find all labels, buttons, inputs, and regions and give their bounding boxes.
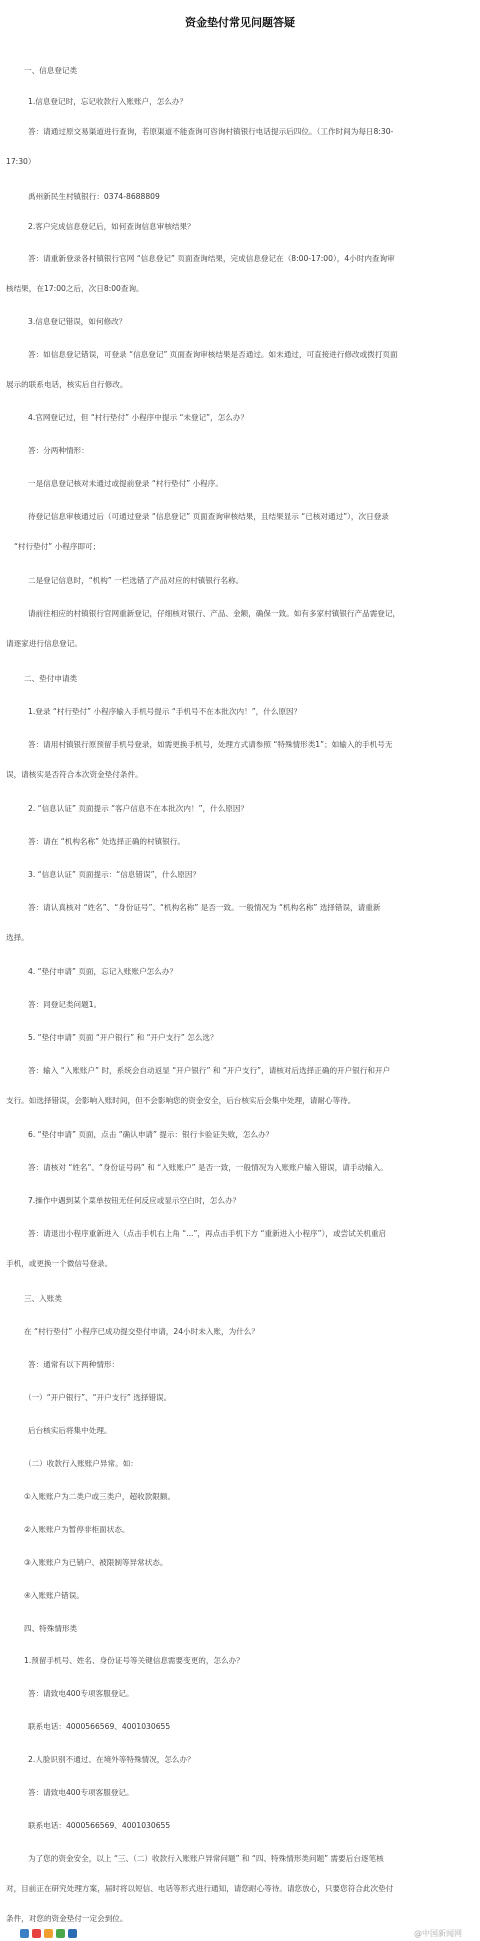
text-line: 条件，对您的资金垫付一定会到位。 xyxy=(6,1914,128,1923)
text-line: ③入账账户为已销户、被限制等异常状态。 xyxy=(24,1558,168,1567)
text-line: 三、入账类 xyxy=(24,1294,62,1303)
share-icon[interactable] xyxy=(44,1929,53,1938)
text-line: 支行。如选择错误，会影响入账时间，但不会影响您的资金安全，后台核实后会集中处理，请耐心等待。 xyxy=(6,1096,356,1105)
text-line: 3.信息登记错误，如何修改？ xyxy=(28,317,127,326)
text-line: （二）收款行入账账户异常。如： xyxy=(24,1459,138,1468)
text-line: 在 “村行垫付” 小程序已成功提交垫付申请，24小时未入账，为什么？ xyxy=(24,1327,259,1336)
text-line: 答：请退出小程序重新进入（点击手机右上角 “...”，再点击手机下方 “重新进入小程序”），或尝试关机重启 xyxy=(28,1229,387,1238)
text-line: 1.预留手机号、姓名、身份证号等关键信息需要变更的，怎么办？ xyxy=(24,1656,244,1665)
share-icon[interactable] xyxy=(20,1929,29,1938)
text-line: 2.客户完成信息登记后，如何查询信息审核结果？ xyxy=(28,222,195,231)
text-line: 选择。 xyxy=(6,933,29,942)
text-line: 误，请核实是否符合本次资金垫付条件。 xyxy=(6,770,143,779)
text-line: 1.登录 “村行垫付” 小程序输入手机号提示 “手机号不在本批次内！”，什么原因？ xyxy=(28,707,302,716)
document-title: 资金垫付常见问题答疑 xyxy=(185,16,295,29)
text-line: （一）“开户银行”、“开户支行” 选择错误。 xyxy=(24,1393,172,1402)
share-icon[interactable] xyxy=(56,1929,65,1938)
text-line: 四、特殊情形类 xyxy=(24,1624,78,1633)
text-line: ①入账账户为二类户或三类户，超收款限额。 xyxy=(24,1492,176,1501)
text-line: 1.信息登记时，忘记收款行入账账户，怎么办？ xyxy=(28,97,188,106)
text-line: 2.人脸识别不通过、在境外等特殊情况，怎么办？ xyxy=(28,1755,195,1764)
watermark: @中国新闻网 xyxy=(414,1929,462,1938)
text-line: 7.操作中遇到某个菜单按钮无任何反应或显示空白时，怎么办？ xyxy=(28,1196,241,1205)
share-icon[interactable] xyxy=(32,1929,41,1938)
text-line: 3. “信息认证” 页面提示：“信息错误”，什么原因？ xyxy=(28,870,201,879)
text-line: 6. “垫付申请” 页面，点击 “确认申请” 提示：银行卡验证失败，怎么办？ xyxy=(28,1130,274,1139)
text-line: 联系电话：4000566569、4001030655 xyxy=(28,1722,171,1731)
text-line: 4.官网登记过，但 “村行垫付” 小程序中提示 “未登记”，怎么办？ xyxy=(28,413,249,422)
text-line: 请逐家进行信息登记。 xyxy=(6,639,82,648)
text-line: 答：请在 “机构名称” 处选择正确的村镇银行。 xyxy=(28,837,185,846)
text-line: 待登记信息审核通过后（可通过登录 “信息登记” 页面查询审核结果，且结果显示 “已核对通过”），次日登录 xyxy=(28,512,389,521)
text-line: 答：分两种情形： xyxy=(28,446,89,455)
text-line: 答：请用村镇银行原预留手机号登录，如需更换手机号，处理方式请参照 “特殊情形类1”；如输入的手机号无 xyxy=(28,740,393,749)
text-line: 禹州新民生村镇银行：0374-8688809 xyxy=(28,192,160,201)
text-line: ②入账账户为暂停非柜面状态。 xyxy=(24,1525,130,1534)
text-line: “村行垫付” 小程序即可； xyxy=(14,542,101,551)
text-line: 答：同登记类问题1。 xyxy=(28,1000,102,1009)
text-line: 2. “信息认证” 页面提示 “客户信息不在本批次内！”，什么原因？ xyxy=(28,804,249,813)
text-line: 答：输入 “入账账户” 时，系统会自动返显 “开户银行” 和 “开户支行”，请核对后选择正确的开户银行和开户 xyxy=(28,1066,391,1075)
text-line: 答：请致电400专项客服登记。 xyxy=(28,1689,134,1698)
share-icon[interactable] xyxy=(68,1929,77,1938)
text-line: 二、垫付申请类 xyxy=(24,674,78,683)
text-line: ④入账账户错误。 xyxy=(24,1591,84,1600)
text-line: 为了您的资金安全，以上 “三、（二）收款行入账账户异常问题” 和 “四、特殊情形类问题” 需要后台逐笔核 xyxy=(28,1854,384,1863)
text-line: 答：请通过原交易渠道进行查询，若原渠道不能查询可咨询村镇银行电话提示后四位。（工作时间为每日8:30- xyxy=(28,127,394,136)
text-line: 手机，或更换一个微信号登录。 xyxy=(6,1259,113,1268)
text-line: 5. “垫付申请” 页面 “开户银行” 和 “开户支行” 怎么选？ xyxy=(28,1033,218,1042)
text-line: 请前往相应的村镇银行官网重新登记，仔细核对银行、产品、金额，确保一致。如有多家村镇银行产品需登记， xyxy=(28,609,401,618)
text-line: 后台核实后将集中处理。 xyxy=(28,1426,112,1435)
text-line: 联系电话：4000566569、4001030655 xyxy=(28,1821,171,1830)
text-line: 一、信息登记类 xyxy=(24,66,78,75)
text-line: 4. “垫付申请” 页面，忘记入账账户怎么办？ xyxy=(28,967,178,976)
text-line: 展示的联系电话，核实后自行修改。 xyxy=(6,380,128,389)
text-line: 对，目前正在研究处理方案，届时将以短信、电话等形式进行通知，请您耐心等待。请您放心，只要您符合此次垫付 xyxy=(6,1884,394,1893)
text-line: 答：请致电400专项客服登记。 xyxy=(28,1788,134,1797)
text-line: 二是登记信息时，“机构” 一栏选错了产品对应的村镇银行名称。 xyxy=(28,576,244,585)
text-line: 答：请重新登录各村镇银行官网 “信息登记” 页面查询结果，完成信息登记在（8:00-17:00），4小时内查询审 xyxy=(28,254,395,263)
text-line: 答：通常有以下两种情形： xyxy=(28,1360,120,1369)
text-line: 核结果，在17:00之后，次日8:00查询。 xyxy=(6,284,144,293)
share-toolbar xyxy=(20,1929,77,1941)
text-line: 一是信息登记核对未通过或提前登录 “村行垫付” 小程序。 xyxy=(28,479,223,488)
text-line: 答：如信息登记错误，可登录 “信息登记” 页面查询审核结果是否通过。如未通过，可直接进行修改或拨打页面 xyxy=(28,350,398,359)
text-line: 答：请认真核对 “姓名”、“身份证号”、“机构名称” 是否一致。一般情况为 “机构名称” 选择错误，请重新 xyxy=(28,903,381,912)
text-line: 答：请核对 “姓名”、“身份证号码” 和 “入账账户” 是否一致，一般情况为入账账户输入错误，请手动输入。 xyxy=(28,1163,388,1172)
text-line: 17:30） xyxy=(6,157,36,166)
